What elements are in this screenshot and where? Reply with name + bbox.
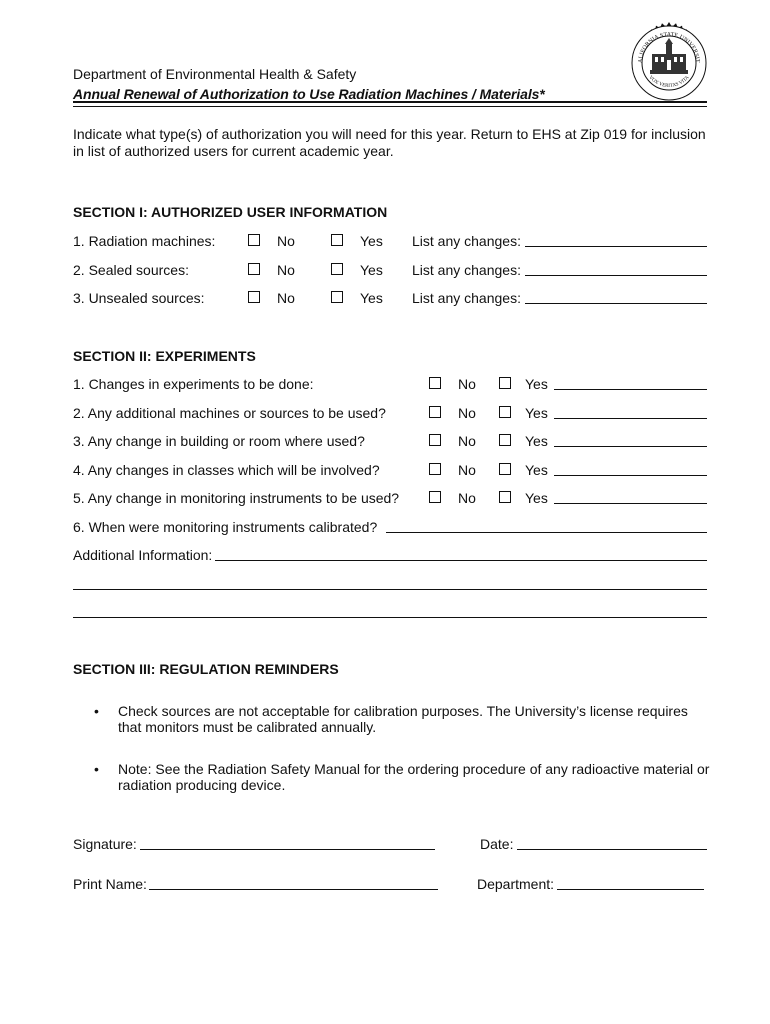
section2-item3-no-checkbox[interactable] [429, 434, 441, 446]
form-title: Annual Renewal of Authorization to Use Radiation Machines / Materials* [73, 86, 545, 102]
section2-item4-yes-checkbox[interactable] [499, 463, 511, 475]
section2-item4-no-checkbox[interactable] [429, 463, 441, 475]
no-label: No [458, 376, 476, 392]
signature-field[interactable] [140, 849, 435, 850]
yes-label: Yes [360, 290, 383, 306]
no-label: No [458, 405, 476, 421]
section2-item1-no-checkbox[interactable] [429, 377, 441, 389]
section3-heading: SECTION III: REGULATION REMINDERS [73, 661, 339, 677]
no-label: No [277, 290, 295, 306]
reminder2-line2: radiation producing device. [118, 777, 286, 793]
section2-item1-yes-field[interactable] [554, 389, 707, 390]
changes-label: List any changes: [412, 262, 521, 278]
section2-item1-yes-checkbox[interactable] [499, 377, 511, 389]
section1-item1-changes-field[interactable] [525, 246, 707, 247]
section2-item2-yes-checkbox[interactable] [499, 406, 511, 418]
additional-info-field-line1[interactable] [215, 560, 707, 561]
additional-info-label: Additional Information: [73, 547, 213, 563]
intro-text: Indicate what type(s) of authorization you will need for this year. Return to EHS at Zip 019 for inclusion in list of authorized users for current academic year. [73, 126, 706, 159]
changes-label: List any changes: [412, 233, 521, 249]
university-seal-logo [628, 22, 710, 104]
print-name-label: Print Name: [73, 876, 147, 892]
yes-label: Yes [525, 490, 548, 506]
calibrated-label: 6. When were monitoring instruments calibrated? [73, 519, 378, 535]
section2-item5-yes-checkbox[interactable] [499, 491, 511, 503]
section2-item4-yes-field[interactable] [554, 475, 707, 476]
calibrated-field[interactable] [386, 532, 707, 533]
yes-label: Yes [525, 433, 548, 449]
section1-item-label: 3. Unsealed sources: [73, 290, 205, 306]
department-name: Department of Environmental Health & Safety [73, 66, 357, 82]
yes-label: Yes [525, 376, 548, 392]
section2-item-label: 1. Changes in experiments to be done: [73, 376, 314, 392]
section1-item2-no-checkbox[interactable] [248, 263, 260, 275]
section2-item3-yes-checkbox[interactable] [499, 434, 511, 446]
section1-item3-no-checkbox[interactable] [248, 291, 260, 303]
section1-item2-yes-checkbox[interactable] [331, 263, 343, 275]
section1-item-label: 1. Radiation machines: [73, 233, 216, 249]
yes-label: Yes [525, 405, 548, 421]
section1-item1-yes-checkbox[interactable] [331, 234, 343, 246]
date-field[interactable] [517, 849, 707, 850]
reminder1-line1: Check sources are not acceptable for calibration purposes. The University’s license requires [118, 703, 688, 719]
bullet-point: • [94, 761, 99, 777]
yes-label: Yes [360, 233, 383, 249]
signature-label: Signature: [73, 836, 137, 852]
date-label: Date: [480, 836, 514, 852]
section1-item3-changes-field[interactable] [525, 303, 707, 304]
section2-item-label: 4. Any changes in classes which will be involved? [73, 462, 380, 478]
reminder2-line1: Note: See the Radiation Safety Manual for the ordering procedure of any radioactive material or [118, 761, 710, 777]
section2-item2-yes-field[interactable] [554, 418, 707, 419]
department-field[interactable] [557, 889, 704, 890]
section2-heading: SECTION II: EXPERIMENTS [73, 348, 256, 364]
no-label: No [458, 490, 476, 506]
additional-info-field-line3[interactable] [73, 617, 707, 618]
section2-item3-yes-field[interactable] [554, 446, 707, 447]
section1-heading: SECTION I: AUTHORIZED USER INFORMATION [73, 204, 388, 220]
section2-item-label: 2. Any additional machines or sources to be used? [73, 405, 386, 421]
additional-info-field-line2[interactable] [73, 589, 707, 590]
bullet-point: • [94, 703, 99, 719]
section1-item1-no-checkbox[interactable] [248, 234, 260, 246]
yes-label: Yes [360, 262, 383, 278]
section1-item3-yes-checkbox[interactable] [331, 291, 343, 303]
changes-label: List any changes: [412, 290, 521, 306]
section2-item-label: 3. Any change in building or room where used? [73, 433, 365, 449]
no-label: No [277, 262, 295, 278]
section2-item2-no-checkbox[interactable] [429, 406, 441, 418]
no-label: No [458, 433, 476, 449]
reminder1-line2: that monitors must be calibrated annually. [118, 719, 377, 735]
header-rule-thick [73, 101, 707, 103]
no-label: No [277, 233, 295, 249]
no-label: No [458, 462, 476, 478]
section1-item-label: 2. Sealed sources: [73, 262, 189, 278]
print-name-field[interactable] [149, 889, 438, 890]
section2-item5-no-checkbox[interactable] [429, 491, 441, 503]
svg-text:VOX VERITAS VITA: VOX VERITAS VITA [647, 75, 691, 89]
section1-item2-changes-field[interactable] [525, 275, 707, 276]
section2-item5-yes-field[interactable] [554, 503, 707, 504]
yes-label: Yes [525, 462, 548, 478]
header-rule-thin [73, 106, 707, 107]
svg-text:CALIFORNIA STATE UNIVERSITY: ALIFORNIA STATE UNIVERSIT [637, 31, 701, 64]
section2-item-label: 5. Any change in monitoring instruments to be used? [73, 490, 400, 506]
department-label: Department: [477, 876, 555, 892]
